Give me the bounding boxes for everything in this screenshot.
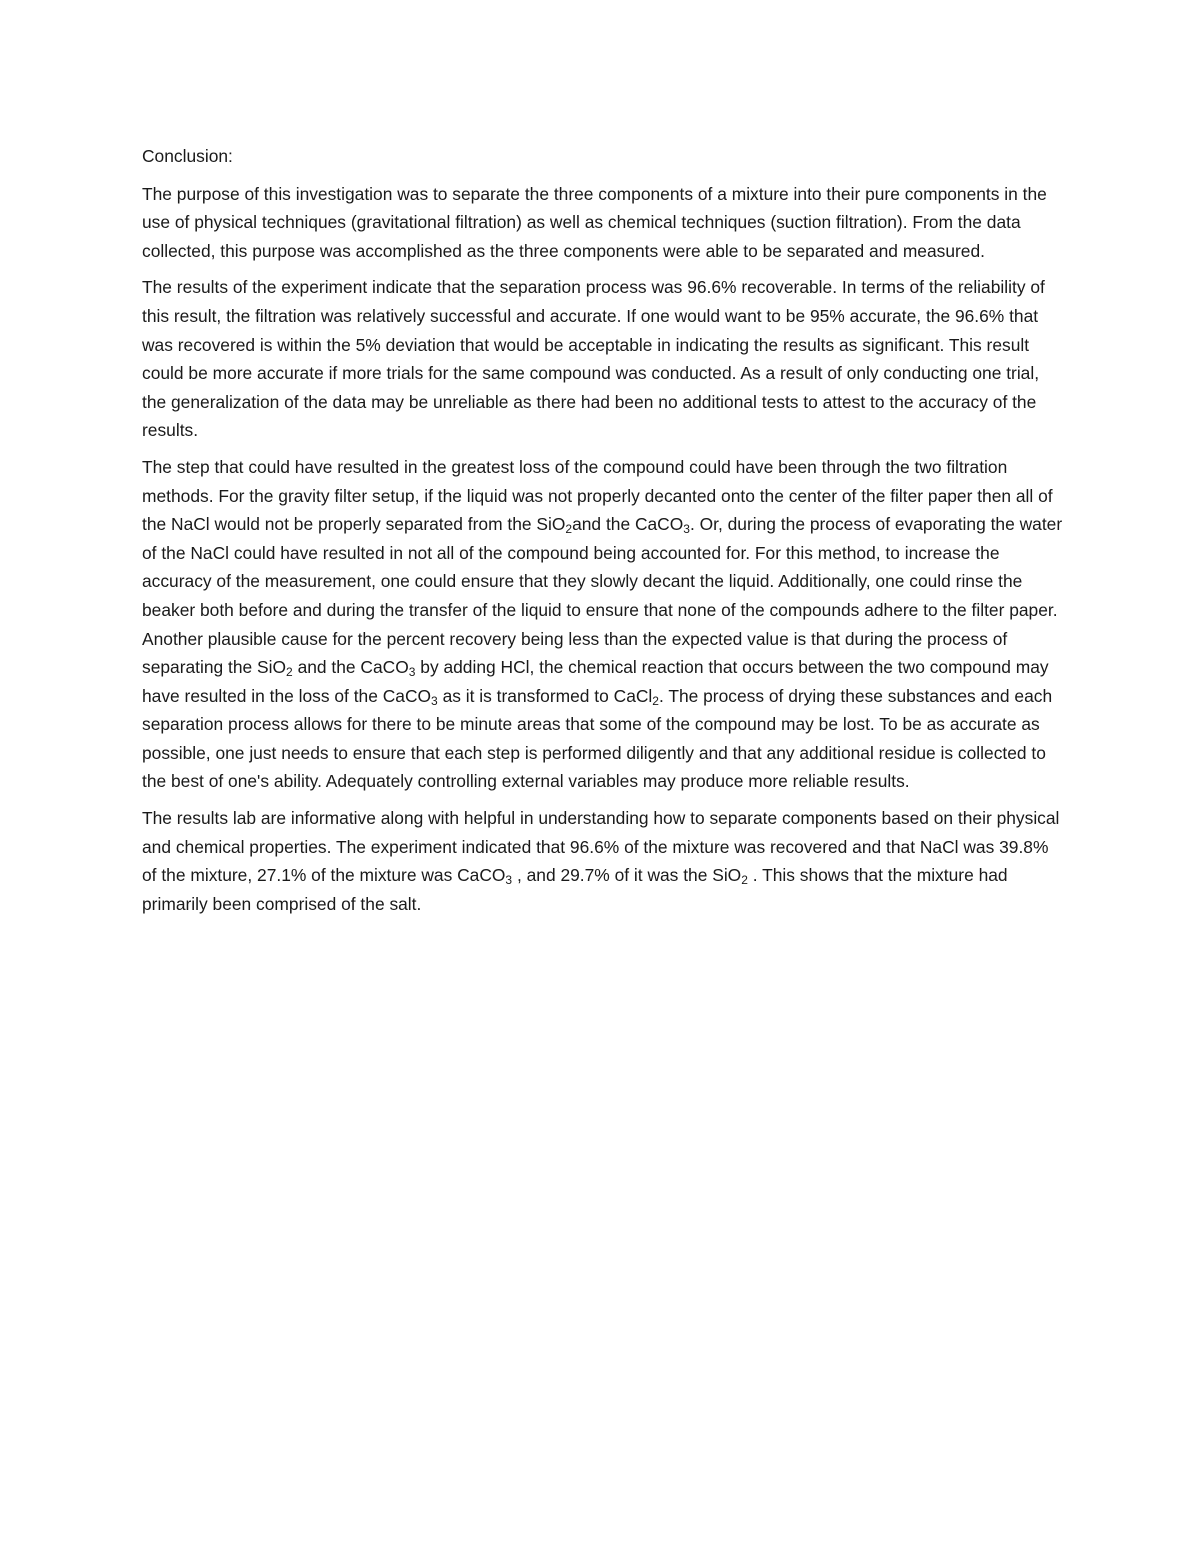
text-run: and the CaCO [292, 657, 409, 678]
text-run: The results lab are informative along with helpful in understanding how to separate components based on their physical and chemical properties. The experiment indicated that 96.6% of the mixture was recovered and that NaCl was 39.8% of the mixture, 27.1% of the mixture was CaCO [142, 808, 1060, 886]
paragraph-summary [142, 804, 1067, 918]
text-run: . The process of drying these substances and each separation process allows for there to be minute areas that some of the compound may be lost. To be as accurate as possible, one just needs to ensure that each step is performed diligently and that any additional residue is collected to the best of one's ability. Adequately controlling external variables may produce more reliable results. [142, 685, 1053, 792]
paragraph-purpose [142, 180, 1067, 266]
text-run: and the CaCO [572, 514, 684, 535]
text-run: . This shows that the mixture had primarily been comprised of the salt. [142, 865, 1008, 914]
text-run: by adding HCl, the chemical reaction that occurs between the two compound may have resulted in the loss of the CaCO [142, 657, 1049, 706]
text-run: , and 29.7% of it was the SiO [512, 865, 742, 886]
text-run: The results of the experiment indicate that the separation process was 96.6% recoverable. In terms of the reliability of this result, the filtration was relatively successful and accurate. If one would want to be 95% accurate, the 96.6% that was recovered is within the 5% deviation that would be acceptable in indicating the results as significant. This result could be more accurate if more trials for the same compound was conducted. As a result of only conducting one trial, the generalization of the data may be unreliable as there had been no additional tests to attest to the accuracy of the results. [142, 277, 1045, 441]
subscript: 3 [431, 693, 438, 708]
text-run: The purpose of this investigation was to separate the three components of a mixture into their pure components in the use of physical techniques (gravitational filtration) as well as chemical techniques (suction filtration). From the data collected, this purpose was accomplished as the three components were able to be separated and measured. [142, 183, 1047, 261]
text-run: as it is transformed to CaCl [437, 685, 653, 706]
text-run: . Or, during the process of evaporating the water of the NaCl could have resulted in not all of the compound being accounted for. For this method, to increase the accuracy of the measurement, one could ensure that they slowly decant the liquid. Additionally, one could rinse the beaker both before and during the transfer of the liquid to ensure that none of the compounds adhere to the filter paper. Another plausible cause for the percent recovery being less than the expected value is that during the process of separating the SiO [142, 514, 1063, 678]
subscript: 2 [565, 522, 573, 537]
text-run: The step that could have resulted in the greatest loss of the compound could have been through the two filtration methods. For the gravity filter setup, if the liquid was not properly decanted onto the center of the filter paper then all of the NaCl would not be properly separated from the SiO [142, 456, 1053, 535]
paragraph-results [142, 273, 1067, 445]
subscript: 3 [408, 665, 416, 680]
subscript: 3 [683, 522, 690, 537]
conclusion-heading: Conclusion: [142, 146, 233, 166]
subscript: 2 [741, 873, 748, 888]
document-body [142, 142, 1067, 926]
subscript: 2 [286, 665, 293, 680]
paragraph-loss-analysis [142, 453, 1067, 796]
subscript: 3 [505, 873, 513, 888]
subscript: 2 [652, 693, 659, 708]
